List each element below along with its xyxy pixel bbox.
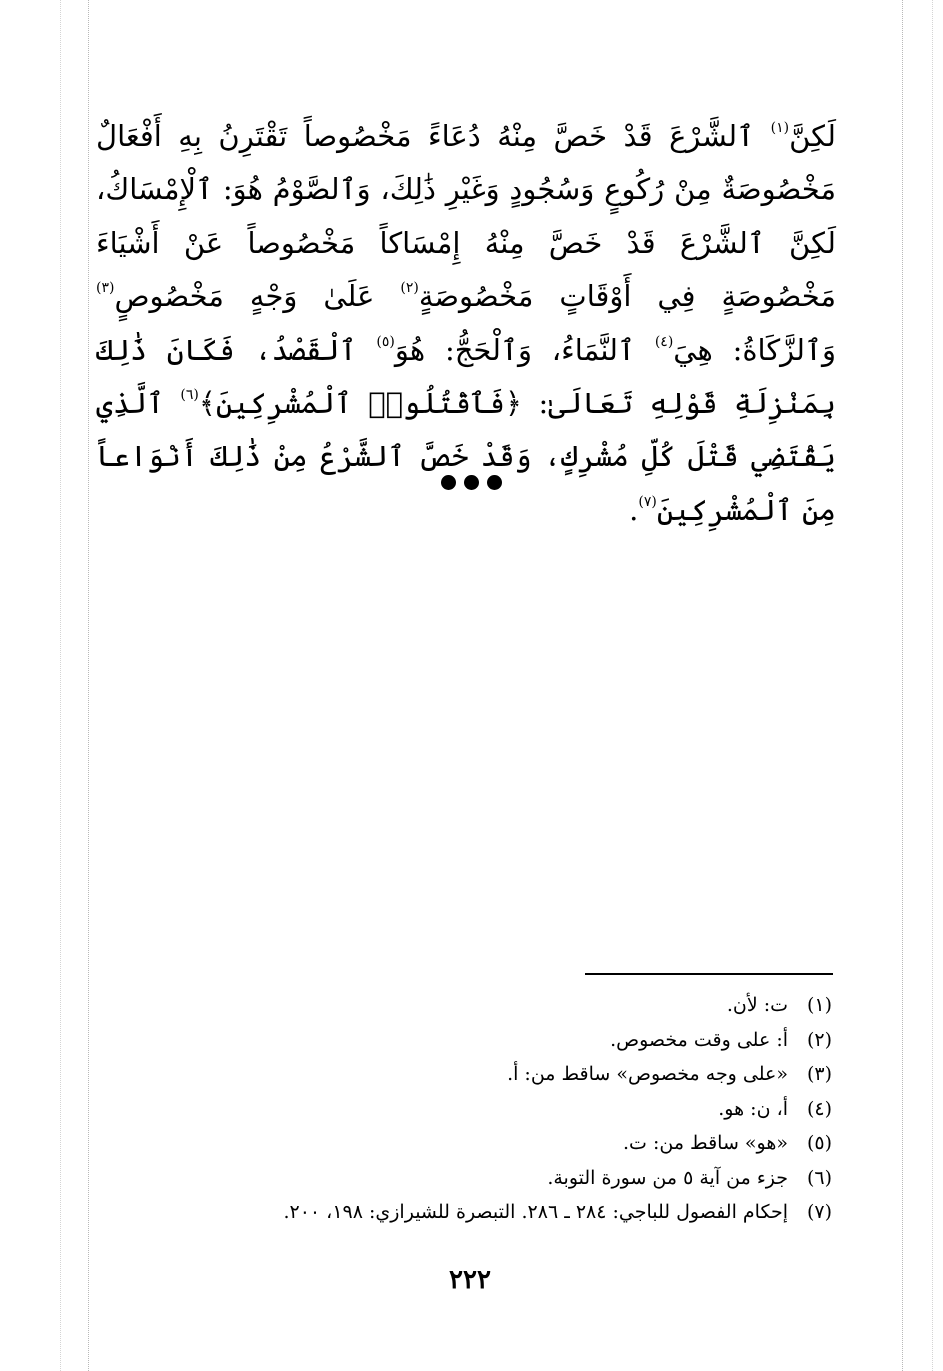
footnote-item (180, 1161, 832, 1196)
body-text: ٱلنَّمَاءُ، وَٱلْحَجُّ: هُوَ (394, 332, 655, 367)
footnote-number: (٦) (806, 1166, 832, 1189)
footnote-marker-6: (٦) (180, 387, 199, 404)
divider-dot (441, 475, 456, 490)
divider-dot (464, 475, 479, 490)
body-text: ٱلْقَصْدُ، فَكَانَ ذَٰلِكَ (96, 332, 377, 367)
body-text: ٱلَّذِي يَقْتَضِي قَتْلَ كُلِّ مُشْرِكٍ، (96, 386, 837, 474)
footnote-marker-5: (٥) (376, 333, 395, 350)
footnote-number: (٥) (806, 1132, 832, 1154)
footnote-item (180, 1092, 832, 1127)
body-text: إِمْسَاكاً مَخْصُوصاً عَنْ أَشْيَاءَ مَخْصُوصَةٍ فِي أَوْقَاتٍ مَخْصُوصَةٍ (96, 225, 836, 314)
footnote-text: أ، ن: هو. (718, 1097, 788, 1120)
body-text: بِمَنْزِلَةِ قَوْلِهِ تَعَالَىٰ: ﴿فَٱقْتُلُوا۟ ٱلْمُشْرِكِينَ﴾ (198, 386, 836, 421)
footnote-item (180, 1057, 832, 1092)
body-text: مَخْصُوصٍ (114, 279, 224, 314)
footnote-text: إحكام الفصول للباجي: ٢٨٤ ـ ٢٨٦. التبصرة للشيرازي: ١٩٨، ٢٠٠. (283, 1201, 788, 1223)
body-text: وَٱلزَّكَاةُ: هِيَ (673, 332, 837, 367)
scan-margin-line-left-outer (60, 0, 61, 1371)
footnote-separator-rule (585, 973, 833, 975)
footnote-text: ت: لأن. (726, 994, 788, 1016)
footnote-marker-1: (١) (770, 120, 790, 136)
footnote-marker-7: (٧) (638, 493, 657, 510)
footnote-number: (٧) (806, 1201, 832, 1223)
divider-dot (487, 475, 502, 490)
footnote-item (180, 1023, 832, 1058)
page-number: ٢٢٢ (449, 1265, 491, 1295)
body-text: . (629, 492, 639, 527)
section-divider-dots (420, 470, 522, 494)
scan-margin-line-right (902, 0, 903, 1371)
footnote-number: (٣) (806, 1063, 832, 1085)
body-text: عَلَىٰ وَجْهٍ (249, 279, 401, 314)
footnote-item (180, 988, 832, 1023)
scan-margin-line-right-outer (932, 0, 933, 1371)
footnote-text: «هو» ساقط من: ت. (623, 1132, 788, 1154)
scan-margin-line-left (88, 0, 89, 1371)
footnote-item (180, 1126, 832, 1161)
footnote-text: «على وجه مخصوص» ساقط من: أ. (507, 1063, 788, 1085)
footnote-marker-3: (٣) (96, 280, 115, 297)
footnote-text: أ: على وقت مخصوص. (610, 1028, 788, 1051)
footnote-marker-4: (٤) (654, 333, 674, 350)
body-line-2: رُكُوعٍ وَسُجُودٍ وَغَيْرِ ذَٰلِكَ، وَٱلصَّوْمُ هُوَ: ٱلْإِمْسَاكُ، لَكِنَّ ٱلشَّرْعَ قَدْ خَصَّ مِنْهُ (96, 172, 836, 260)
footnote-item (180, 1195, 832, 1230)
footnotes-list (180, 988, 832, 1230)
footnote-text: جزء من آية ٥ من سورة التوبة. (547, 1166, 788, 1189)
footnote-number: (٢) (806, 1028, 832, 1051)
body-text: لَكِنَّ (789, 119, 836, 153)
footnote-number: (٤) (806, 1097, 832, 1120)
footnote-number: (١) (806, 994, 832, 1016)
body-text: ٱلشَّرْعَ قَدْ خَصَّ مِنْهُ دُعَاءً مَخْصُوصاً تَقْتَرِنُ بِهِ أَفْعَالٌ مَخْصُوصَةٌ مِنْ (96, 119, 837, 207)
body-text: وَقَدْ خَصَّ ٱلشَّرْعُ مِنْ ذَٰلِكَ أَنْوَاعاً مِنَ ٱلْمُشْرِكِينَ (96, 439, 836, 527)
footnote-marker-2: (٢) (400, 280, 419, 297)
